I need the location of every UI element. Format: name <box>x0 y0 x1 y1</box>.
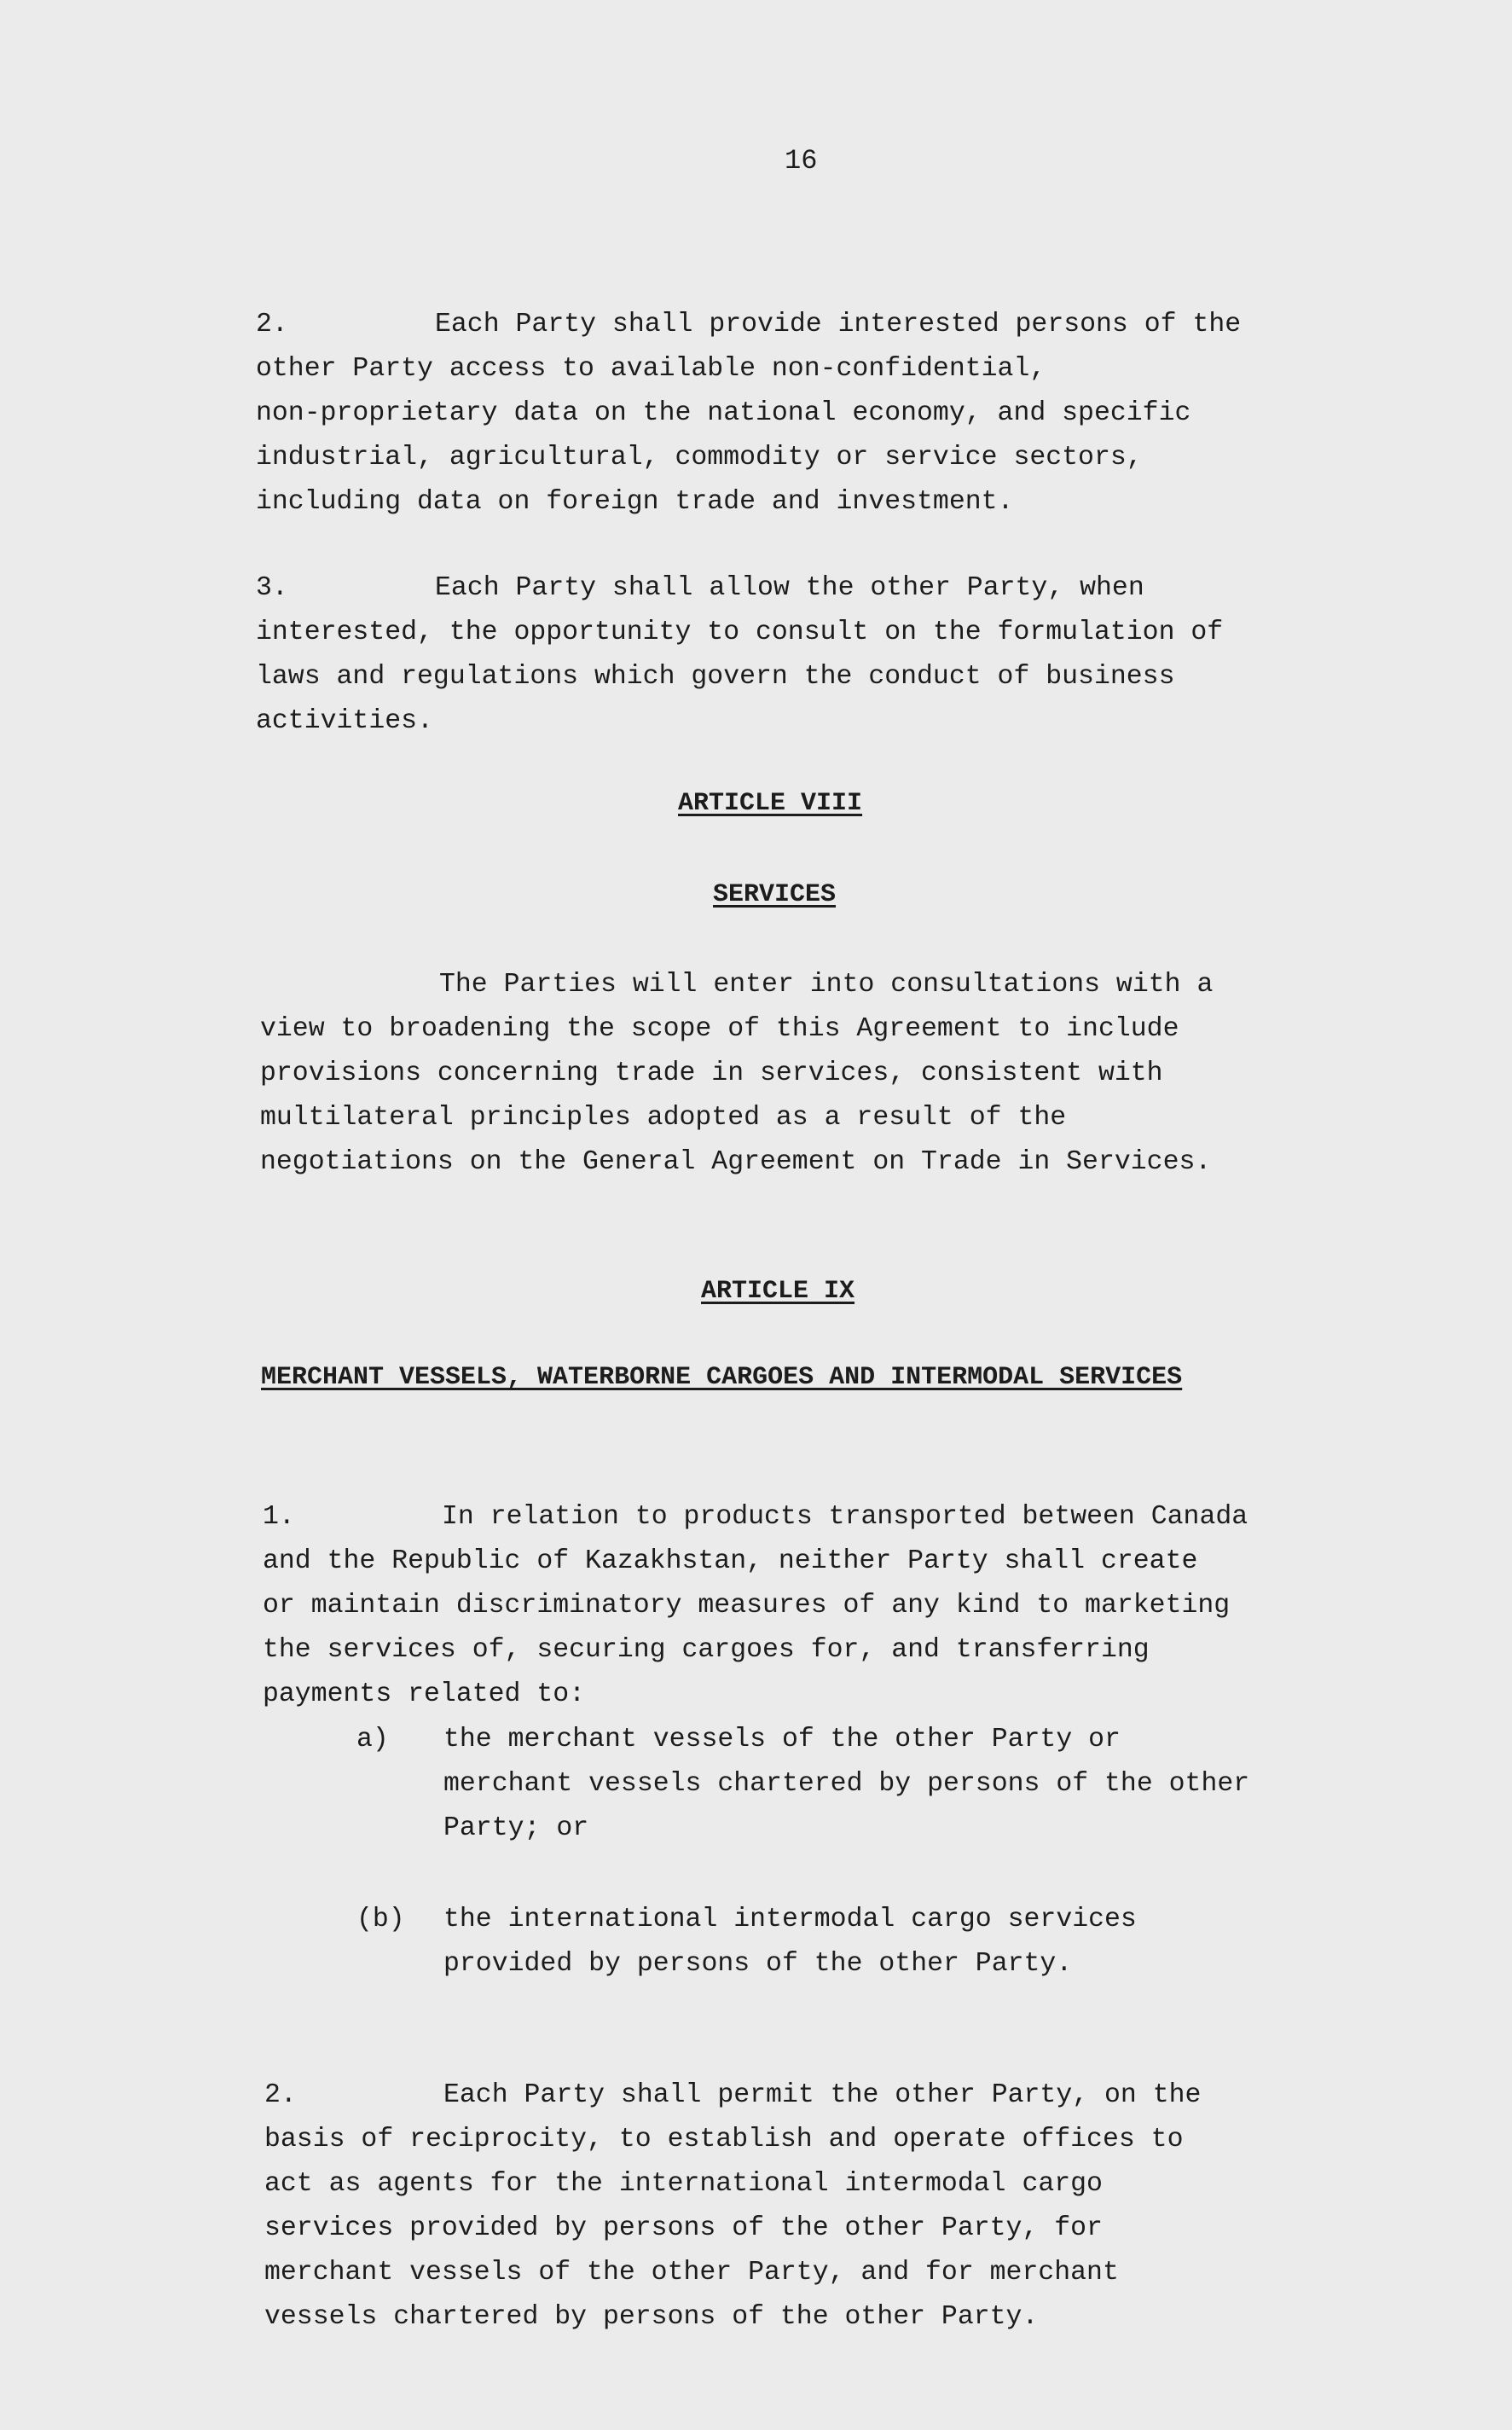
article-8-heading: ARTICLE VIII <box>678 789 863 818</box>
paragraph-number: 2. <box>256 310 288 339</box>
paragraph-2-data-access <box>256 258 1356 525</box>
list-item-label: (b) <box>356 1905 405 1934</box>
page-number: 16 <box>785 145 818 177</box>
list-item-b <box>356 1898 1465 1986</box>
article-9-paragraph-2 <box>264 2029 1364 2340</box>
paragraph-text: Each Party shall provide interested persons of the other Party access to available non-confidential, non-proprietary data on the national economy, and specific industrial, agricultural, commodity or service sectors, including data on foreign trade and investment. <box>256 310 1242 517</box>
list-item-a <box>356 1718 1465 1851</box>
article-8-services-text: The Parties will enter into consultations with a view to broadening the scope of this Agreement to include provisions concerning trade in services, consistent with multilateral principles adopted as a result of the negotiations on the General Agreement on Trade in Services. <box>260 970 1214 1177</box>
paragraph-text: In relation to products transported between Canada and the Republic of Kazakhstan, neither Party shall create or maintain discriminatory measures of any kind to marketing the services of, securing cargoes for, and transferring payments related to: <box>263 1502 1248 1709</box>
paragraph-text: Each Party shall allow the other Party, when interested, the opportunity to consult on the formulation of laws and regulations which govern the conduct of business activities. <box>256 573 1224 736</box>
paragraph-number: 2. <box>264 2080 297 2110</box>
list-item-label: a) <box>356 1725 389 1754</box>
list-item-text: the merchant vessels of the other Party or merchant vessels chartered by persons of the other Party; or <box>443 1725 1250 1843</box>
paragraph-text: Each Party shall permit the other Party, on the basis of reciprocity, to establish and operate offices to act as agents for the international intermodal cargo services provided by persons of the other Party, for merchant vessels of the other Party, and for merchant vessels chartered by persons of the other Party. <box>264 2080 1202 2332</box>
paragraph-number: 3. <box>256 573 288 603</box>
article-9-paragraph-1 <box>263 1451 1363 1717</box>
article-8-subheading: SERVICES <box>713 880 837 909</box>
list-item-text: the international intermodal cargo services provided by persons of the other Party. <box>443 1905 1137 1979</box>
article-9-heading: ARTICLE IX <box>701 1277 855 1306</box>
paragraph-3-consultation <box>256 522 1356 744</box>
paragraph-number: 1. <box>263 1502 295 1532</box>
article-9-subheading: MERCHANT VESSELS, WATERBORNE CARGOES AND INTERMODAL SERVICES <box>261 1363 1183 1392</box>
